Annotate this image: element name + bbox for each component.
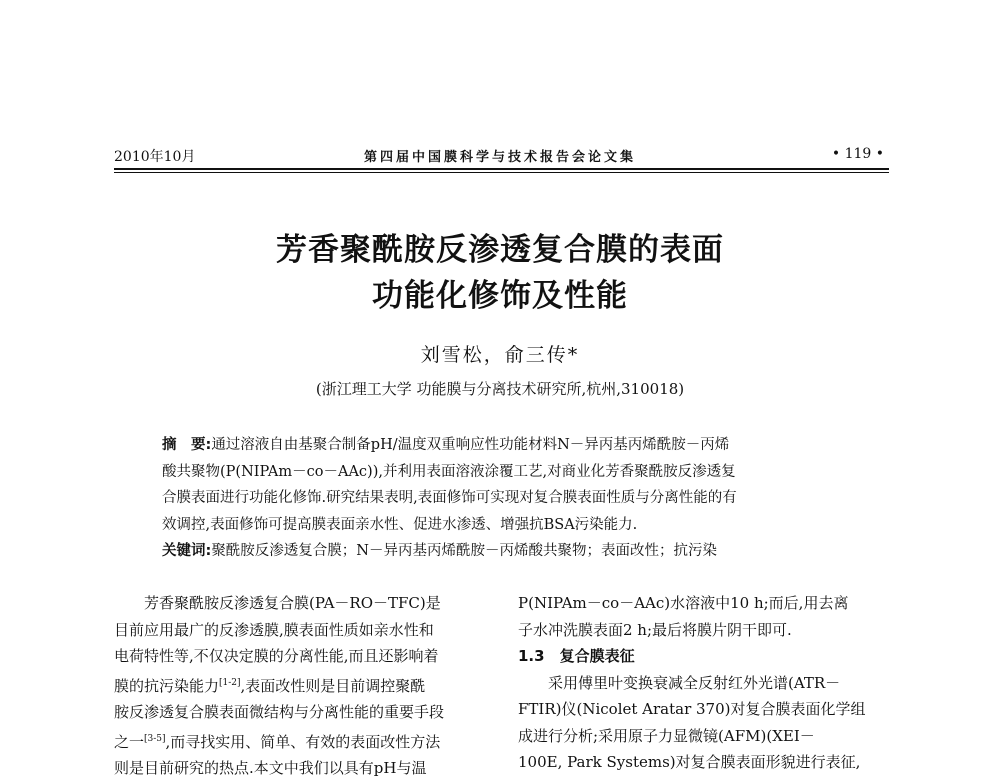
body-left-line-4 (114, 670, 474, 700)
authors: 刘雪松，俞三传* (420, 344, 580, 366)
body-column-right (518, 590, 878, 776)
keywords-text: 聚酰胺反渗透复合膜；N－异丙基丙烯酰胺－丙烯酸共聚物；表面改性；抗污染 (211, 543, 717, 559)
abstract-line-1 (162, 432, 842, 459)
keywords-line (162, 538, 842, 565)
section-heading-1-3: 1.3 复合膜表征 (518, 647, 635, 665)
paper-title-line-1: 芳香聚酰胺反渗透复合膜的表面 (276, 232, 724, 268)
header-proceedings-title: 第四届中国膜科学与技术报告会论文集 (364, 150, 637, 165)
header-rule-thin (114, 172, 889, 173)
abstract-line-3: 合膜表面进行功能化修饰.研究结果表明,表面修饰可实现对复合膜表面性质与分离性能的有 (162, 490, 737, 506)
body-right-line-6: 成进行分析;采用原子力显微镜(AFM)(XEI－ (518, 726, 815, 745)
abstract-text-1: 通过溶液自由基聚合制备pH/温度双重响应性功能材料N－异丙基丙烯酰胺－丙烯 (211, 437, 730, 453)
paper-title-line-2: 功能化修饰及性能 (372, 278, 628, 314)
body-right-line-4: 采用傅里叶变换衰减全反射红外光谱(ATR－ (548, 673, 841, 692)
body-right-line-7: 100E, Park Systems)对复合膜表面形貌进行表征, (518, 753, 861, 771)
abstract-label: 摘 要: (162, 437, 212, 453)
body-left-text-4: 膜的抗污染能力 (114, 676, 220, 695)
body-left-line-3: 电荷特性等,不仅决定膜的分离性能,而且还影响着 (114, 647, 439, 665)
body-left-line-6 (114, 726, 474, 756)
body-right-line-5: FTIR)仪(Nicolet Aratar 370)对复合膜表面化学组 (518, 700, 866, 718)
running-header (114, 146, 884, 168)
citation-3-5: [3-5] (144, 733, 166, 744)
header-rule-thick (114, 168, 889, 170)
body-column-left (114, 590, 474, 782)
body-left-text-4b: ,表面改性则是目前调控聚酰 (240, 676, 426, 695)
body-left-line-5: 胺反渗透复合膜表面微结构与分离性能的重要手段 (114, 703, 445, 721)
body-left-text-6b: ,而寻找实用、简单、有效的表面改性方法 (165, 732, 441, 751)
header-page-number: • 119 • (831, 146, 884, 162)
body-right-line-1: P(NIPAm－co－AAc)水溶液中10 h;而后,用去离 (518, 594, 849, 612)
body-left-text-6: 之一 (114, 732, 145, 751)
abstract-line-2: 酸共聚物(P(NIPAm－co－AAc)),并利用表面溶液涂覆工艺,对商业化芳香聚酰胺反渗透复 (162, 463, 736, 480)
abstract (162, 432, 842, 565)
citation-1-2: [1-2] (219, 677, 241, 688)
keywords-label: 关键词: (162, 543, 212, 559)
affiliation: (浙江理工大学 功能膜与分离技术研究所,杭州,310018) (315, 380, 685, 398)
abstract-line-4: 效调控,表面修饰可提高膜表面亲水性、促进水渗透、增强抗BSA污染能力. (162, 516, 638, 533)
body-left-line-2: 目前应用最广的反渗透膜,膜表面性质如亲水性和 (114, 620, 434, 639)
body-left-line-1: 芳香聚酰胺反渗透复合膜(PA－RO－TFC)是 (144, 594, 441, 612)
body-right-line-2: 子水冲洗膜表面2 h;最后将膜片阴干即可. (518, 620, 792, 639)
body-left-line-7: 则是目前研究的热点.本文中我们以具有pH与温 (114, 759, 427, 777)
header-date: 2010年10月 (114, 149, 196, 165)
